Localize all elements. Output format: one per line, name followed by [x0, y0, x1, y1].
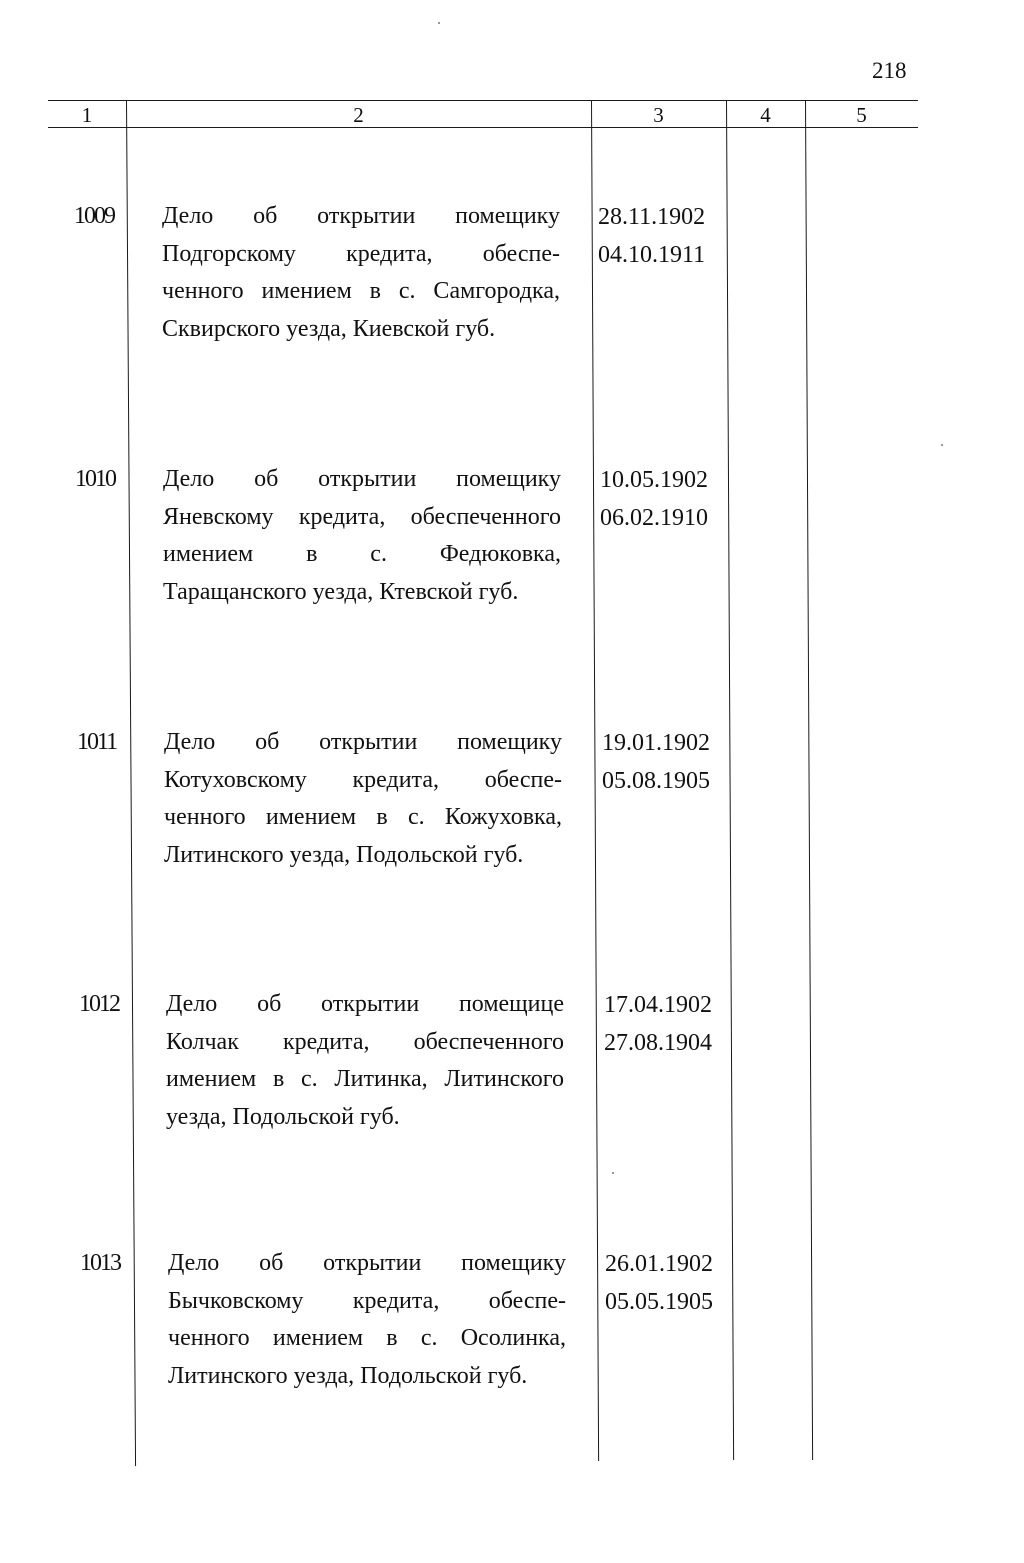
record-number: 1010: [75, 466, 115, 492]
description-line: Сквирского уезда, Киевской губ.: [162, 315, 496, 342]
date-start: 19.01.1902: [602, 730, 710, 756]
description-line: имением в с. Литинка, Литинского: [166, 1066, 564, 1092]
date-start: 17.04.1902: [604, 992, 712, 1018]
record-description: [163, 461, 561, 611]
description-line: Таращанского уезда, Ктевской губ.: [163, 578, 519, 605]
description-line: Котуховскому кредита, обеспе-: [164, 766, 562, 793]
description-line: уезда, Подольской губ.: [166, 1103, 400, 1130]
column-divider-3-4: [726, 100, 734, 1460]
scan-speck: [612, 1172, 614, 1174]
record-number: 1012: [79, 991, 119, 1017]
description-line: Дело об открытии помещице: [166, 991, 564, 1017]
page-number: 218: [872, 58, 907, 83]
header-col-1: 1: [81, 103, 93, 127]
scan-speck: [941, 444, 943, 446]
description-line: Дело об открытии помещику: [163, 466, 561, 492]
date-start: 26.01.1902: [605, 1251, 713, 1277]
record-dates: [605, 1245, 713, 1321]
record-description: [166, 986, 564, 1136]
table-header-rule: [48, 127, 918, 128]
description-line: ченного имением в с. Кожуховка,: [164, 804, 562, 830]
date-end: 06.02.1910: [600, 505, 708, 531]
description-line: Дело об открытии помещику: [164, 729, 562, 755]
record-dates: [600, 461, 708, 537]
record-description: [164, 724, 562, 874]
date-start: 10.05.1902: [600, 467, 708, 493]
date-end: 05.08.1905: [602, 768, 710, 794]
description-line: Дело об открытии помещику: [168, 1250, 566, 1276]
header-col-3: 3: [653, 103, 664, 127]
date-end: 05.05.1905: [605, 1289, 713, 1315]
record-number: 1009: [74, 203, 114, 229]
description-line: имением в с. Федюковка,: [163, 541, 561, 567]
description-line: Литинского уезда, Подольской губ.: [168, 1362, 528, 1389]
record-number: 1013: [80, 1250, 120, 1276]
column-divider-2-3: [591, 100, 599, 1461]
record-number: 1011: [77, 729, 117, 755]
description-line: Колчак кредита, обеспеченного: [166, 1028, 564, 1055]
date-end: 04.10.1911: [598, 242, 706, 268]
header-col-4: 4: [760, 103, 771, 127]
record-dates: [604, 986, 712, 1062]
description-line: Дело об открытии помещику: [162, 203, 560, 229]
header-col-2: 2: [353, 103, 364, 127]
record-description: [168, 1245, 566, 1395]
description-line: Бычковскому кредита, обеспе-: [168, 1287, 566, 1314]
description-line: Литинского уезда, Подольской губ.: [164, 841, 524, 868]
description-line: Яневскому кредита, обеспеченного: [163, 503, 561, 530]
scan-speck: [438, 22, 440, 24]
description-line: ченного имением в с. Осолинка,: [168, 1325, 566, 1351]
header-col-5: 5: [856, 103, 867, 127]
date-start: 28.11.1902: [598, 204, 706, 230]
column-divider-4-5: [805, 100, 813, 1460]
record-description: [162, 198, 560, 348]
description-line: Подгорскому кредита, обеспе-: [162, 240, 560, 267]
record-dates: [598, 198, 705, 274]
date-end: 27.08.1904: [604, 1030, 712, 1056]
description-line: ченного имением в с. Самгородка,: [162, 278, 560, 304]
record-dates: [602, 724, 710, 800]
